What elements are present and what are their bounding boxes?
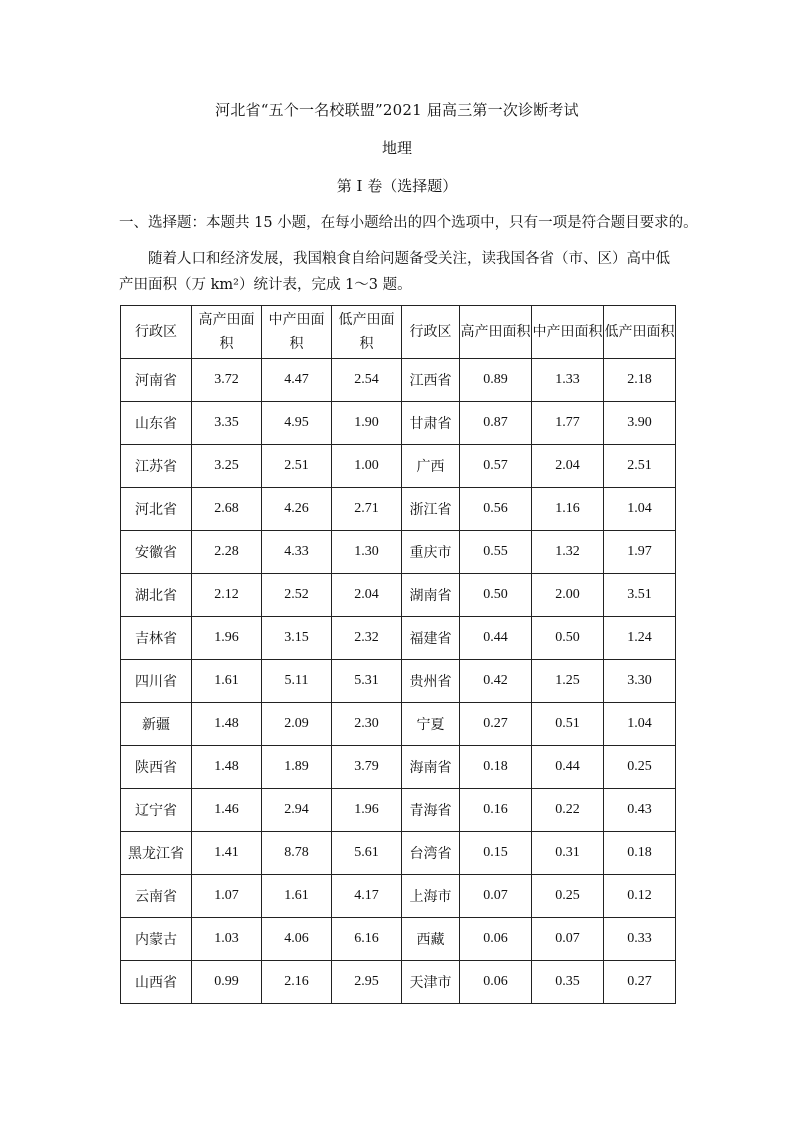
region-name-cell: 河北省: [121, 488, 192, 531]
area-value-cell: 0.12: [604, 875, 676, 918]
area-value-cell: 2.51: [262, 445, 332, 488]
area-value-cell: 1.16: [532, 488, 604, 531]
area-value-cell: 2.51: [604, 445, 676, 488]
region-name-cell: 内蒙古: [121, 918, 192, 961]
area-value-cell: 0.15: [460, 832, 532, 875]
area-value-cell: 3.90: [604, 402, 676, 445]
region-name-cell: 吉林省: [121, 617, 192, 660]
column-header: 低产田面积: [604, 306, 676, 359]
table-row: [121, 531, 676, 574]
area-value-cell: 0.89: [460, 359, 532, 402]
area-value-cell: 2.30: [332, 703, 402, 746]
area-value-cell: 0.07: [460, 875, 532, 918]
area-value-cell: 3.25: [192, 445, 262, 488]
area-value-cell: 2.16: [262, 961, 332, 1004]
table-row: [121, 574, 676, 617]
area-value-cell: 1.00: [332, 445, 402, 488]
subject-heading: 地理: [381, 139, 412, 157]
table-row: [121, 918, 676, 961]
area-value-cell: 1.61: [192, 660, 262, 703]
area-value-cell: 3.51: [604, 574, 676, 617]
region-name-cell: 福建省: [402, 617, 460, 660]
area-value-cell: 0.27: [604, 961, 676, 1004]
table-row: [121, 402, 676, 445]
column-header: 行政区: [121, 306, 192, 359]
question-intro: 随着人口和经济发展，我国粮食自给问题备受关注，读我国各省（市、区）高中低产田面积（万 km²）统计表，完成 1～3 题。: [119, 251, 670, 293]
area-value-cell: 0.18: [460, 746, 532, 789]
area-value-cell: 1.77: [532, 402, 604, 445]
area-value-cell: 0.43: [604, 789, 676, 832]
area-value-cell: 0.22: [532, 789, 604, 832]
area-value-cell: 2.04: [532, 445, 604, 488]
area-value-cell: 0.33: [604, 918, 676, 961]
column-header: 高产田面积: [192, 306, 262, 359]
region-name-cell: 青海省: [402, 789, 460, 832]
region-name-cell: 云南省: [121, 875, 192, 918]
region-name-cell: 湖南省: [402, 574, 460, 617]
area-value-cell: 0.51: [532, 703, 604, 746]
area-value-cell: 3.79: [332, 746, 402, 789]
area-value-cell: 4.33: [262, 531, 332, 574]
table-body: [121, 359, 676, 1004]
area-value-cell: 8.78: [262, 832, 332, 875]
region-name-cell: 西藏: [402, 918, 460, 961]
column-header: 中产田面积: [532, 306, 604, 359]
area-value-cell: 0.07: [532, 918, 604, 961]
region-name-cell: 黑龙江省: [121, 832, 192, 875]
table-row: [121, 789, 676, 832]
area-value-cell: 1.48: [192, 703, 262, 746]
area-value-cell: 0.25: [604, 746, 676, 789]
area-value-cell: 2.52: [262, 574, 332, 617]
area-value-cell: 1.04: [604, 703, 676, 746]
area-value-cell: 1.48: [192, 746, 262, 789]
area-value-cell: 1.07: [192, 875, 262, 918]
area-value-cell: 2.04: [332, 574, 402, 617]
region-name-cell: 宁夏: [402, 703, 460, 746]
area-value-cell: 2.94: [262, 789, 332, 832]
area-value-cell: 1.97: [604, 531, 676, 574]
area-value-cell: 3.35: [192, 402, 262, 445]
area-value-cell: 2.09: [262, 703, 332, 746]
table-row: [121, 660, 676, 703]
table-row: [121, 445, 676, 488]
table-row: [121, 488, 676, 531]
area-value-cell: 5.31: [332, 660, 402, 703]
table-header-row: [121, 306, 676, 359]
region-name-cell: 山西省: [121, 961, 192, 1004]
region-name-cell: 重庆市: [402, 531, 460, 574]
table-row: [121, 703, 676, 746]
area-value-cell: 2.68: [192, 488, 262, 531]
area-value-cell: 0.56: [460, 488, 532, 531]
area-value-cell: 0.18: [604, 832, 676, 875]
area-value-cell: 4.47: [262, 359, 332, 402]
region-name-cell: 贵州省: [402, 660, 460, 703]
part-heading: 第 I 卷（选择题）: [336, 177, 458, 195]
area-value-cell: 1.90: [332, 402, 402, 445]
area-value-cell: 1.33: [532, 359, 604, 402]
table-row: [121, 359, 676, 402]
table-row: [121, 746, 676, 789]
table-row: [121, 961, 676, 1004]
region-name-cell: 陕西省: [121, 746, 192, 789]
area-value-cell: 0.25: [532, 875, 604, 918]
region-name-cell: 天津市: [402, 961, 460, 1004]
area-value-cell: 1.46: [192, 789, 262, 832]
area-value-cell: 2.00: [532, 574, 604, 617]
area-value-cell: 0.16: [460, 789, 532, 832]
exam-title: 河北省“五个一名校联盟”2021 届高三第一次诊断考试: [215, 101, 579, 119]
area-value-cell: 2.18: [604, 359, 676, 402]
area-value-cell: 0.87: [460, 402, 532, 445]
area-value-cell: 0.50: [460, 574, 532, 617]
area-value-cell: 0.42: [460, 660, 532, 703]
area-value-cell: 4.06: [262, 918, 332, 961]
table-row: [121, 832, 676, 875]
area-value-cell: 0.31: [532, 832, 604, 875]
area-value-cell: 2.32: [332, 617, 402, 660]
region-name-cell: 辽宁省: [121, 789, 192, 832]
area-value-cell: 2.71: [332, 488, 402, 531]
area-value-cell: 0.44: [460, 617, 532, 660]
column-header: 高产田面积: [460, 306, 532, 359]
region-name-cell: 河南省: [121, 359, 192, 402]
area-value-cell: 0.57: [460, 445, 532, 488]
area-value-cell: 5.11: [262, 660, 332, 703]
area-value-cell: 0.06: [460, 918, 532, 961]
area-value-cell: 1.03: [192, 918, 262, 961]
area-value-cell: 6.16: [332, 918, 402, 961]
region-name-cell: 湖北省: [121, 574, 192, 617]
area-value-cell: 1.89: [262, 746, 332, 789]
area-value-cell: 4.26: [262, 488, 332, 531]
area-value-cell: 1.30: [332, 531, 402, 574]
area-value-cell: 1.96: [192, 617, 262, 660]
table-row: [121, 875, 676, 918]
area-value-cell: 1.04: [604, 488, 676, 531]
region-name-cell: 新疆: [121, 703, 192, 746]
column-header: 中产田面积: [262, 306, 332, 359]
area-value-cell: 1.24: [604, 617, 676, 660]
region-name-cell: 江西省: [402, 359, 460, 402]
area-value-cell: 0.27: [460, 703, 532, 746]
area-value-cell: 0.50: [532, 617, 604, 660]
column-header: 行政区: [402, 306, 460, 359]
area-value-cell: 1.96: [332, 789, 402, 832]
area-value-cell: 0.44: [532, 746, 604, 789]
column-header: 低产田面积: [332, 306, 402, 359]
area-value-cell: 2.28: [192, 531, 262, 574]
area-value-cell: 4.95: [262, 402, 332, 445]
region-name-cell: 浙江省: [402, 488, 460, 531]
area-value-cell: 4.17: [332, 875, 402, 918]
area-value-cell: 3.30: [604, 660, 676, 703]
area-value-cell: 5.61: [332, 832, 402, 875]
area-value-cell: 3.72: [192, 359, 262, 402]
area-value-cell: 2.54: [332, 359, 402, 402]
section-instructions: 一、选择题：本题共 15 小题，在每小题给出的四个选项中，只有一项是符合题目要求的。: [119, 215, 698, 231]
area-value-cell: 1.25: [532, 660, 604, 703]
region-name-cell: 甘肃省: [402, 402, 460, 445]
farmland-area-table: [120, 305, 676, 1004]
region-name-cell: 山东省: [121, 402, 192, 445]
table-row: [121, 617, 676, 660]
region-name-cell: 四川省: [121, 660, 192, 703]
region-name-cell: 上海市: [402, 875, 460, 918]
area-value-cell: 1.41: [192, 832, 262, 875]
region-name-cell: 台湾省: [402, 832, 460, 875]
area-value-cell: 2.95: [332, 961, 402, 1004]
area-value-cell: 0.55: [460, 531, 532, 574]
region-name-cell: 广西: [402, 445, 460, 488]
area-value-cell: 3.15: [262, 617, 332, 660]
area-value-cell: 1.32: [532, 531, 604, 574]
area-value-cell: 0.99: [192, 961, 262, 1004]
area-value-cell: 0.35: [532, 961, 604, 1004]
region-name-cell: 安徽省: [121, 531, 192, 574]
area-value-cell: 0.06: [460, 961, 532, 1004]
area-value-cell: 1.61: [262, 875, 332, 918]
region-name-cell: 江苏省: [121, 445, 192, 488]
area-value-cell: 2.12: [192, 574, 262, 617]
region-name-cell: 海南省: [402, 746, 460, 789]
